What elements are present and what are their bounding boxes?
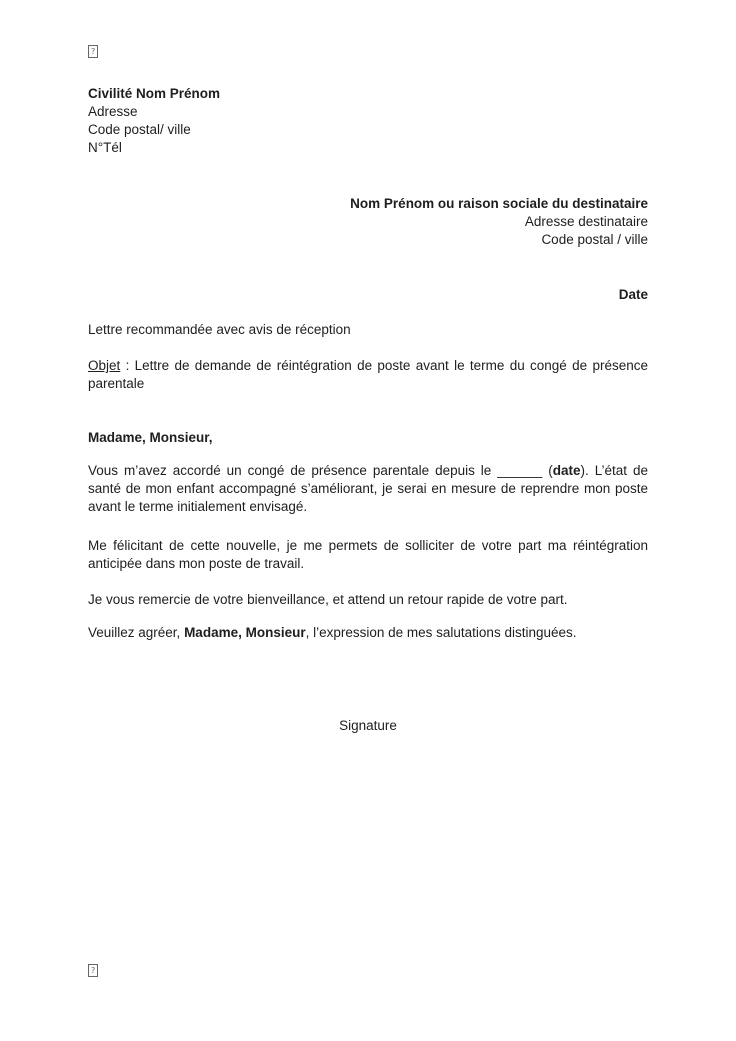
body-paragraph-2: Me félicitant de cette nouvelle, je me permets de solliciter de votre part ma réintégration anticipée dans mon poste de travail. [88,538,648,571]
sender-block [88,85,220,157]
body-paragraph-3: Je vous remercie de votre bienveillance, et attend un retour rapide de votre part. [88,592,568,607]
sender-city: Code postal/ ville [88,122,191,137]
body-paragraph-1 [88,462,648,516]
subject-label: Objet [88,358,121,373]
signature-label: Signature [339,718,397,733]
recipient-name: Nom Prénom ou raison sociale du destinataire [350,196,648,211]
p1-blank-field: ______ [497,463,543,478]
date-label: Date [618,287,648,302]
sender-address: Adresse [88,104,138,119]
sender-name: Civilité Nom Prénom [88,86,221,101]
p4-salutation-bold: Madame, Monsieur [180,625,306,640]
p4-text-before: Veuillez agréer, [88,625,181,640]
recipient-city: Code postal / ville [541,232,648,247]
recipient-address: Adresse destinataire [524,214,648,229]
recipient-block [350,195,648,249]
salutation: Madame, Monsieur, [88,430,213,445]
subject-separator: : [120,358,135,373]
p1-text-after: ). L’état de santé de mon enfant accompagné s’améliorant, je serai en mesure de reprendre mon poste avant le terme initialement envisagé. [88,463,648,514]
registered-mail-line: Lettre recommandée avec avis de réception [88,322,351,337]
p1-open-paren: ( [542,463,553,478]
body-paragraph-4 [88,624,648,642]
subject-text: Lettre de demande de réintégration de poste avant le terme du congé de présence parentale [88,358,648,391]
missing-glyph-marker-top: ? [88,45,98,58]
p1-date-placeholder: date [552,463,581,478]
sender-phone: N°Tél [88,140,122,155]
missing-glyph-marker-bottom: ? [88,964,98,977]
p1-text-before-blank: Vous m’avez accordé un congé de présence parentale depuis le [88,463,498,478]
subject-line [88,357,648,393]
p4-text-after: , l’expression de mes salutations distinguées. [305,625,577,640]
